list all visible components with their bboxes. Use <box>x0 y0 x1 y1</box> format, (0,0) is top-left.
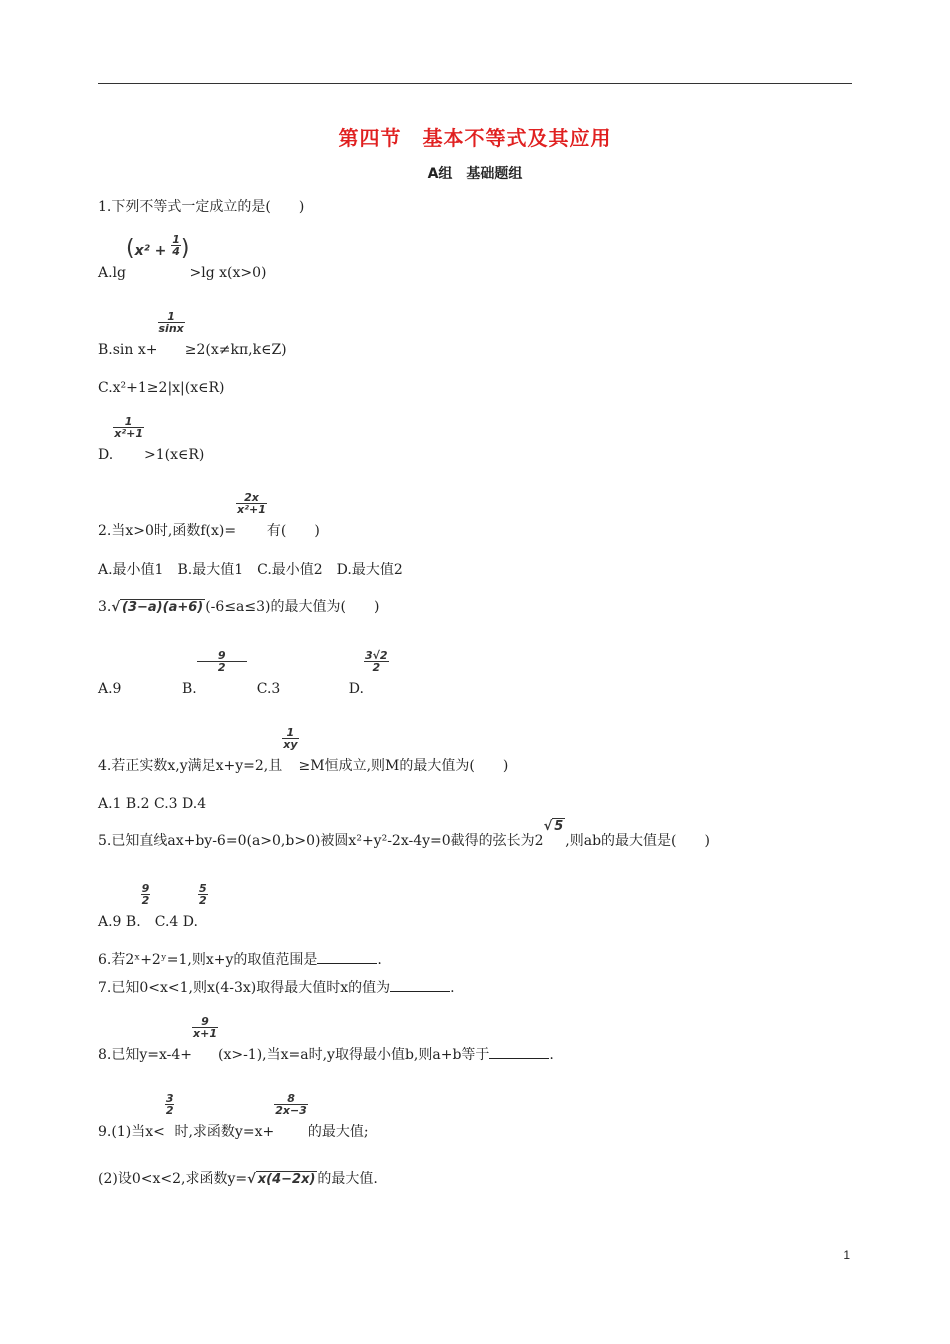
question-1-stem: 1.下列不等式一定成立的是( ) <box>98 199 305 215</box>
question-2-stem: 2.当x>0时,函数f(x)= $\frac{2x}{\text{x²+1}}$ 有( ) <box>98 491 320 539</box>
q1-option-c: C.x²+1≥2|x|(x∈R) <box>98 380 225 396</box>
question-7: 7.已知0<x<1,则x(4-3x)取得最大值时x的值为 . <box>98 980 455 996</box>
question-4-options: A.1 B.2 C.3 D.4 <box>98 796 207 812</box>
answer-blank <box>390 979 450 992</box>
page-number: 1 <box>843 1248 850 1262</box>
section-subtitle: A组 基础题组 <box>427 166 523 182</box>
question-9-part-1: 9.(1)当x< $\frac{3}{2}$ 时,求函数y=x+ $\frac{8}{2x-3}$ 的最大值; <box>98 1092 369 1140</box>
question-5-options: A.9 B. $\frac{9}{2}$ C.4 D. $\frac{5}{2}$ <box>98 882 207 930</box>
question-2-options: A.最小值1 B.最大值1 C.最小值2 D.最大值2 <box>98 562 403 578</box>
question-9-part-2: (2)设0<x<2,求函数y=√ x(4−2x) 的最大值. <box>98 1171 378 1187</box>
question-4-stem: 4.若正实数x,y满足x+y=2,且 $\frac{1}{xy}$ ≥M恒成立,则M的最大值为( ) <box>98 726 509 774</box>
question-3-stem: 3.√ (3−a)(a+6) (-6≤a≤3)的最大值为( ) <box>98 599 380 615</box>
question-6: 6.若2ˣ+2ʸ=1,则x+y的取值范围是 . <box>98 952 382 968</box>
header-rule <box>98 83 852 84</box>
answer-blank <box>489 1046 549 1059</box>
q1-option-b: B.sin x+ $\frac{1}{\sin x}$ ≥2(x≠kπ,k∈Z) <box>98 310 287 358</box>
answer-blank <box>317 951 377 964</box>
question-5-stem: 5.已知直线ax+by-6=0(a>0,b>0)被圆x²+y²-2x-4y=0截得的弦长为2√ 5,则ab的最大值是( ) <box>98 819 710 849</box>
q1-option-a: A.lg(x² + $\frac{1}{4}$ )>lg x(x>0) <box>98 233 267 281</box>
question-3-options: A.9 B. $\frac{9}{2}$ C.3 D. $\frac{3√2}{2}$ <box>98 649 388 697</box>
page-title: 第四节 基本不等式及其应用 <box>338 126 612 150</box>
question-8: 8.已知y=x-4+ $\frac{9}{x+1}$ (x>-1),当x=a时,y取得最小值b,则a+b等于 . <box>98 1015 554 1063</box>
q1-option-d: D. $\frac{1}{\text{x²+1}}$ >1(x∈R) <box>98 415 205 463</box>
